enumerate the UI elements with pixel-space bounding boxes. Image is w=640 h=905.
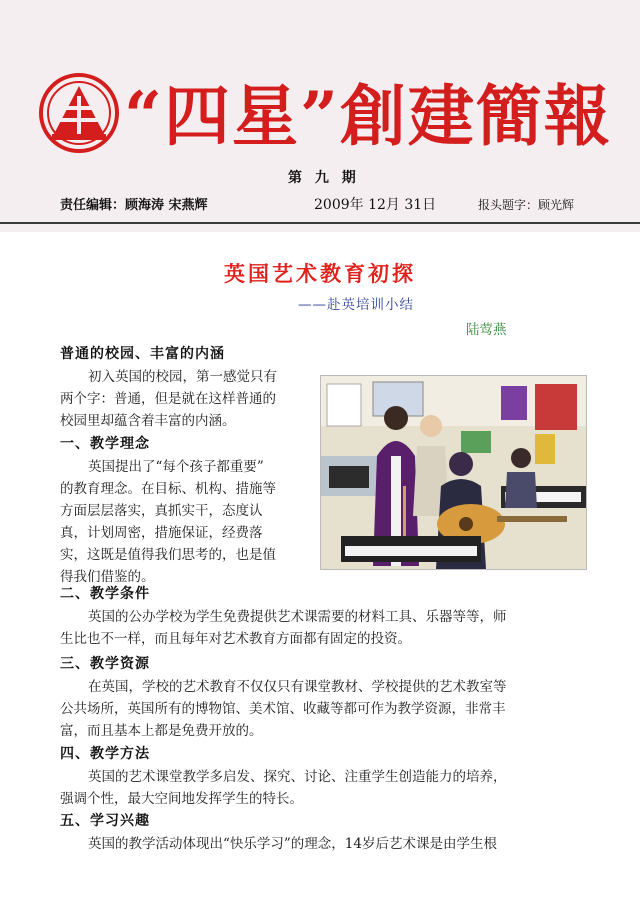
section-line: 实，这既是值得我们思考的，也是值 [60,547,276,563]
section-heading: 五、学习兴趣 [60,813,150,829]
section-heading: 四、教学方法 [60,746,150,762]
section-line: 英国的教学活动体现出“快乐学习”的理念，14岁后艺术课是由学生根 [88,836,497,852]
school-emblem-icon [38,72,120,154]
issue-number: 第 九 期 [288,170,360,186]
classroom-photo-illustration [321,376,586,569]
section-line: 生比也不一样，而且每年对艺术教育方面都有固定的投资。 [60,631,411,647]
intro-line: 两个字：普通，但是就在这样普通的 [60,391,276,407]
issue-date: 2009年 12月 31日 [314,197,437,213]
section-line: 的教育理念。在目标、机构、措施等 [60,481,276,497]
article-title: 英国艺术教育初探 [224,261,416,286]
section-heading: 一、教学理念 [60,436,150,452]
section-line: 强调个性，最大空间地发挥学生的特长。 [60,791,303,807]
intro-line: 校园里却蕴含着丰富的内涵。 [60,413,236,429]
section-heading: 二、教学条件 [60,586,150,602]
section-line: 真，计划周密，措施保证，经费落 [60,525,263,541]
editors: 责任编辑：顾海涛 宋燕辉 [60,198,208,213]
section-line: 在英国，学校的艺术教育不仅仅只有课堂教材、学校提供的艺术教室等 [88,679,507,695]
section-line: 英国的艺术课堂教学多启发、探究、讨论、注重学生创造能力的培养， [88,769,507,785]
article-author: 陆莺燕 [466,322,507,338]
section-line: 英国的公办学校为学生免费提供艺术课需要的材料工具、乐器等等，师 [88,609,507,625]
intro-heading: 普通的校园、丰富的内涵 [60,346,225,362]
section-line: 富，而且基本上都是免费开放的。 [60,723,263,739]
masthead [0,0,640,232]
masthead-rule [0,222,640,224]
section-line: 得我们借鉴的。 [60,569,155,585]
calligraphy-credit: 报头题字：顾光辉 [478,198,575,212]
section-heading: 三、教学资源 [60,656,150,672]
classroom-photo [320,375,587,570]
section-line: 公共场所，英国所有的博物馆、美术馆、收藏等都可作为教学资源，非常丰 [60,701,506,717]
article-subtitle: ——赴英培训小结 [298,297,414,313]
intro-line: 初入英国的校园，第一感觉只有 [88,369,277,385]
section-line: 英国提出了“每个孩子都重要” [88,459,264,475]
section-line: 方面层层落实，真抓实干，态度认 [60,503,263,519]
masthead-title: “四星”創建簡報 [124,77,612,155]
